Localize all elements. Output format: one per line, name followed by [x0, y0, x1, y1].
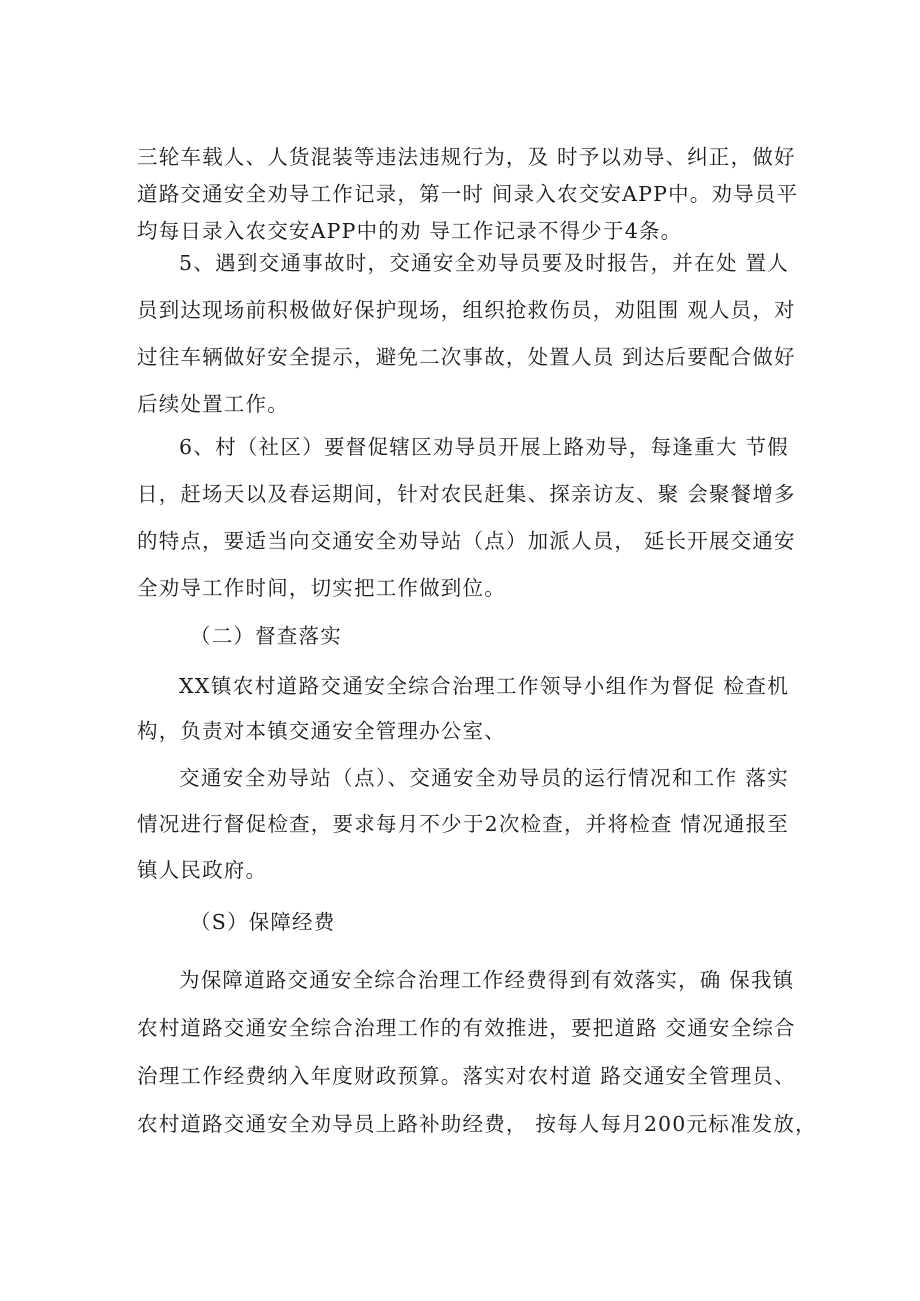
- text-line: 交通安全劝导站（点）、交通安全劝导员的运行情况和工作 落实: [179, 766, 789, 790]
- text-line: 全劝导工作时间，切实把工作做到位。: [137, 576, 506, 600]
- text-line: 5、遇到交通事故时，交通安全劝导员要及时报告，并在处 置人: [179, 251, 789, 275]
- section-heading-funding: （S）保障经费: [190, 910, 336, 934]
- paragraph-inspection: [137, 760, 789, 889]
- text-line: 日，赶场天以及春运期间，针对农民赶集、探亲访友、聚 会聚餐增多: [137, 482, 796, 506]
- text-line: 6、村（社区）要督促辖区劝导员开展上路劝导，每逢重大 节假: [179, 435, 789, 459]
- text-line: 均每日录入农交安APP中的劝 导工作记录不得少于4条。: [137, 219, 683, 243]
- text-line: 构，负责对本镇交通安全管理办公室、: [137, 719, 506, 743]
- paragraph-violations-record: [137, 139, 799, 250]
- text-line: 三轮车载人、人货混装等违法违规行为，及 时予以劝导、纠正，做好: [137, 145, 796, 169]
- text-line: 员到达现场前积极做好保护现场，组织抢救伤员，劝阻围 观人员，对: [137, 298, 796, 322]
- text-line: 的特点，要适当向交通安全劝导站（点）加派人员， 延长开展交通安: [137, 529, 796, 553]
- paragraph-funding: [137, 962, 817, 1143]
- paragraph-item-5-accident: [137, 245, 796, 423]
- text-line: 为保障道路交通安全综合治理工作经费得到有效落实，确 保我镇: [179, 968, 795, 992]
- text-line: 道路交通安全劝导工作记录，第一时 间录入农交安APP中。劝导员平: [137, 182, 799, 206]
- text-line: 镇人民政府。: [137, 858, 268, 882]
- text-line: 农村道路交通安全劝导员上路补助经费， 按每人每月200元标准发放，: [137, 1112, 817, 1136]
- text-line: 过往车辆做好安全提示，避免二次事故，处置人员 到达后要配合做好: [137, 345, 796, 369]
- text-line: 情况进行督促检查，要求每月不少于2次检查，并将检查 情况通报至: [137, 812, 789, 836]
- text-line: 治理工作经费纳入年度财政预算。落实对农村道 路交通安全管理员、: [137, 1064, 796, 1088]
- paragraph-item-6-village: [137, 429, 796, 607]
- section-heading-supervision: （二）督查落实: [190, 624, 342, 648]
- paragraph-leading-group: [137, 668, 789, 750]
- text-line: XX镇农村道路交通安全综合治理工作领导小组作为督促 检查机: [179, 674, 789, 698]
- text-line: 后续处置工作。: [137, 392, 289, 416]
- text-line: 农村道路交通安全综合治理工作的有效推进，要把道路 交通安全综合: [137, 1016, 796, 1040]
